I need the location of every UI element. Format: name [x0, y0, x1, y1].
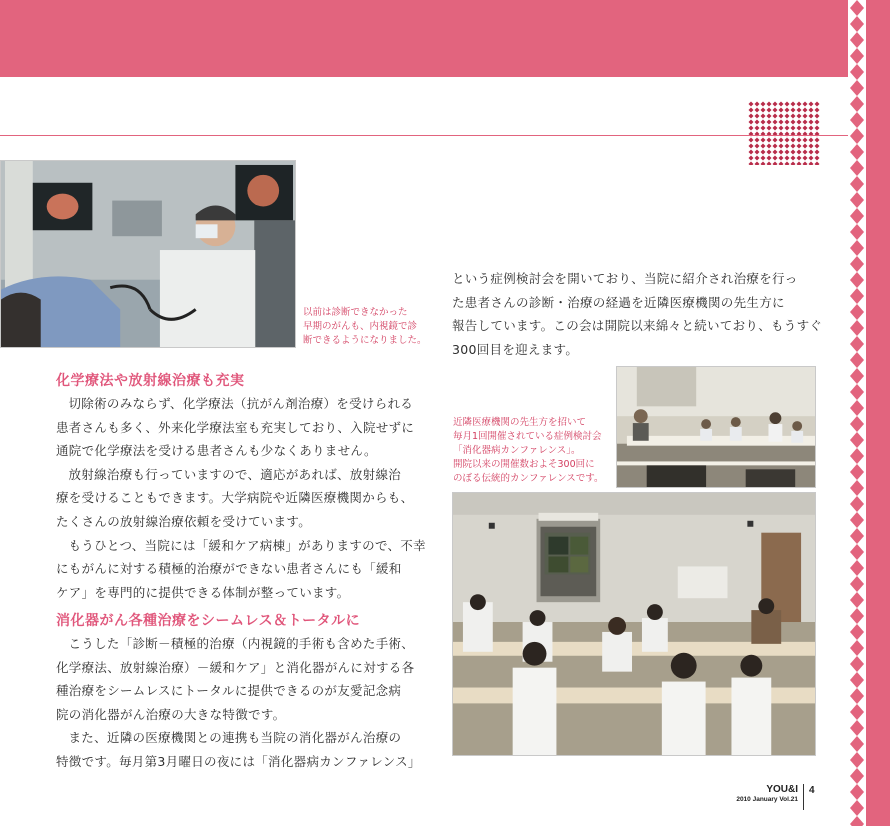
conference-caption: 近隣医療機関の先生方を招いて 毎月1回開催されている症例検討会 「消化器病カンファレンス」。 開院以来の開催数およそ300回に のぼる伝統的カンファレンスです。: [453, 417, 604, 484]
issue-label: 2010 January Vol.21: [736, 796, 798, 803]
header-rule: [0, 135, 848, 136]
body-line: 化学療法、放射線治療）－緩和ケア」と消化器がんに対する各: [56, 659, 415, 675]
body-line: にもがんに対する積極的治療ができない患者さんにも「緩和: [56, 561, 402, 577]
body-line: 種治療をシームレスにトータルに提供できるのが友愛記念病: [56, 683, 402, 699]
footer-brand: [736, 784, 798, 803]
body-line: また、近隣の医療機関との連携も当院の消化器がん治療の: [68, 730, 402, 746]
section-heading-seamless: 消化器がん各種治療をシームレス＆トータルに: [56, 613, 361, 629]
body-line: 300回目を迎えます。: [452, 341, 579, 357]
body-line: 患者さんも多く、外来化学療法室も充実しており、入院せずに: [56, 419, 415, 435]
diamond-pattern-icon: [748, 101, 820, 165]
page-number: 4: [809, 785, 815, 796]
section-heading-chemo: 化学療法や放射線治療も充実: [56, 373, 245, 389]
diamond-border-icon: [848, 0, 866, 826]
section-body-seamless: [56, 632, 421, 774]
body-line: 特徴です。毎月第3月曜日の夜には「消化器病カンファレンス」: [56, 753, 421, 769]
body-line: こうした「診断－積極的治療（内視鏡的手術も含めた手術、: [68, 636, 415, 651]
magazine-title: YOU&I: [766, 784, 798, 795]
body-line: という症例検討会を開いており、当院に紹介され治療を行っ: [452, 271, 798, 286]
conference-photo: [616, 366, 816, 488]
conference-room-photo: [452, 492, 816, 756]
endoscopy-caption: 以前は診断できなかった 早期のがんも、内視鏡で診 断できるようになりました。: [303, 307, 427, 346]
body-line: 報告しています。この会は開院以来綿々と続いており、もうすぐ: [452, 318, 823, 334]
body-line: もうひとつ、当院には「緩和ケア病棟」がありますので、不幸: [68, 537, 426, 553]
body-line: 通院で化学療法を受ける患者さんも少なくありません。: [56, 443, 377, 459]
body-line: 切除術のみならず、化学療法（抗がん剤治療）を受けられる: [68, 396, 414, 411]
header-band: [0, 0, 848, 77]
body-line: 院の消化器がん治療の大きな特徴です。: [56, 706, 286, 722]
section-body-continued: [452, 267, 822, 361]
body-line: 放射線治療も行っていますので、適応があれば、放射線治: [68, 466, 402, 482]
section-body-chemo: [56, 392, 426, 604]
footer-divider: [803, 784, 804, 810]
body-line: たくさんの放射線治療依頼を受けています。: [56, 513, 312, 529]
body-line: ケア」を専門的に提供できる体制が整っています。: [56, 584, 350, 600]
body-line: 療を受けることもできます。大学病院や近隣医療機関からも、: [56, 490, 414, 506]
endoscopy-photo: [0, 160, 296, 348]
body-line: た患者さんの診断・治療の経過を近隣医療機関の先生方に: [452, 294, 785, 310]
